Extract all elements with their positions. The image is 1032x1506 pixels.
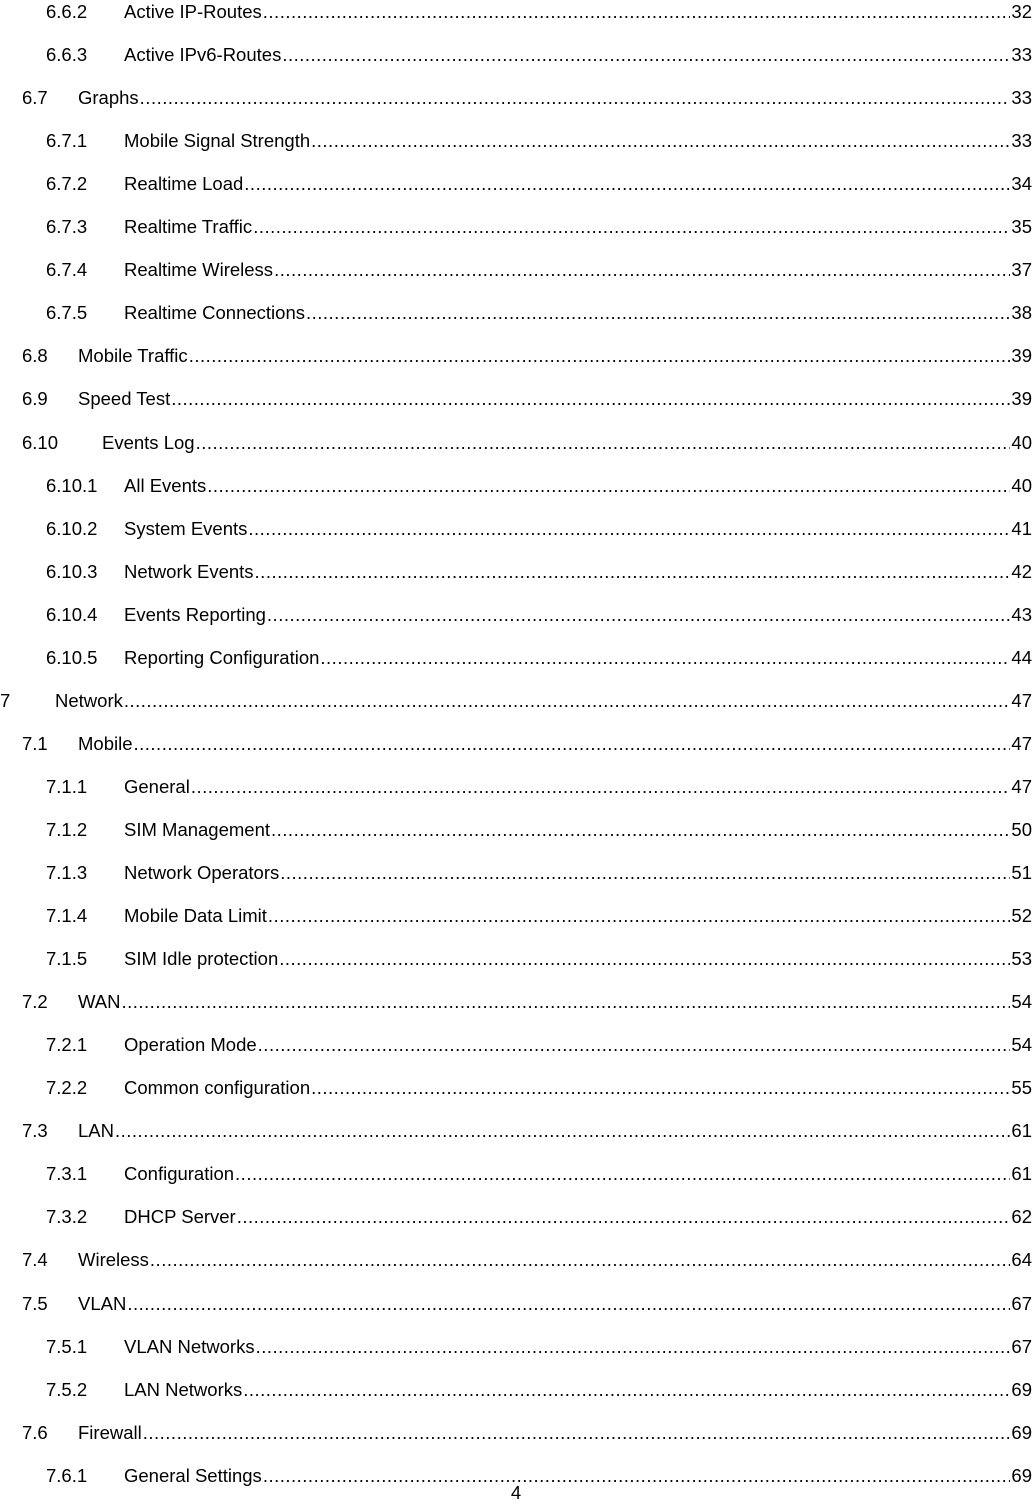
toc-entry-number: 7 — [0, 689, 11, 711]
toc-entry-page: 39 — [1011, 388, 1032, 410]
toc-entry-page: 32 — [1011, 1, 1032, 22]
toc-entry-number: 6.10.4 — [46, 603, 98, 625]
toc-entry-number: 6.10 — [22, 431, 59, 453]
toc-entry[interactable] — [46, 301, 1032, 325]
toc-entry-title: Active IP-Routes — [124, 1, 262, 22]
toc-entry-title: Configuration — [124, 1163, 235, 1185]
toc-entry-page: 54 — [1011, 991, 1032, 1013]
toc-entry[interactable] — [22, 86, 1032, 110]
toc-dot-leader — [274, 258, 1010, 282]
toc-entry-number: 7.4 — [22, 1249, 48, 1271]
toc-entry-title: Realtime Load — [124, 173, 244, 195]
toc-entry-number: 7.3.1 — [46, 1163, 88, 1185]
toc-entry-title: General Settings — [124, 1464, 262, 1486]
toc-entry-title: LAN Networks — [124, 1378, 243, 1400]
toc-entry-page: 55 — [1011, 1077, 1032, 1099]
toc-entry[interactable] — [46, 474, 1032, 498]
toc-entry[interactable] — [46, 603, 1032, 627]
toc-entry-title: Active IPv6-Routes — [124, 44, 282, 66]
toc-entry-page: 61 — [1011, 1163, 1032, 1185]
toc-entry-number: 7.5.2 — [46, 1378, 88, 1400]
toc-entry-number: 7.1.1 — [46, 775, 88, 797]
toc-dot-leader — [280, 861, 1010, 885]
toc-entry-number: 6.7.3 — [46, 216, 88, 238]
toc-entry[interactable] — [46, 861, 1032, 885]
toc-entry[interactable] — [46, 560, 1032, 584]
toc-dot-leader — [115, 1119, 1010, 1143]
toc-entry-number: 6.7.2 — [46, 173, 88, 195]
toc-entry[interactable] — [46, 258, 1032, 282]
toc-entry-page: 64 — [1011, 1249, 1032, 1271]
toc-entry-number: 6.10.1 — [46, 474, 98, 496]
toc-entry-number: 7.6.1 — [46, 1464, 88, 1486]
toc-dot-leader — [268, 904, 1011, 928]
toc-entry-title: Mobile Signal Strength — [124, 130, 311, 152]
toc-entry-title: Events Log — [102, 431, 195, 453]
toc-entry-page: 43 — [1011, 603, 1032, 625]
toc-entry-page: 69 — [1011, 1378, 1032, 1400]
toc-entry-page: 67 — [1011, 1335, 1032, 1357]
toc-entry-page: 38 — [1011, 302, 1032, 324]
toc-entry-number: 6.8 — [22, 345, 48, 367]
toc-entry-number: 7.6 — [22, 1421, 48, 1443]
toc-entry-page: 62 — [1011, 1206, 1032, 1228]
toc-entry-number: 6.6.3 — [46, 44, 88, 66]
toc-dot-leader — [253, 215, 1010, 239]
toc-entry[interactable] — [22, 431, 1032, 455]
toc-entry-page: 69 — [1011, 1421, 1032, 1443]
toc-entry-page: 35 — [1011, 216, 1032, 238]
toc-dot-leader — [140, 86, 1011, 110]
toc-entry-title: Network — [55, 689, 123, 711]
toc-entry-title: All Events — [124, 474, 207, 496]
toc-entry-page: 47 — [1011, 732, 1032, 754]
page-number: 4 — [510, 1482, 522, 1503]
toc-entry-number: 6.10.3 — [46, 560, 98, 582]
toc-entry[interactable] — [46, 43, 1032, 67]
toc-dot-leader — [282, 43, 1010, 67]
toc-entry-page: 37 — [1011, 259, 1032, 281]
toc-entry-page: 41 — [1011, 517, 1032, 539]
toc-entry-title: VLAN Networks — [124, 1335, 255, 1357]
toc-entry-title: Realtime Traffic — [124, 216, 253, 238]
toc-entry-page: 33 — [1011, 87, 1032, 109]
toc-entry-page: 47 — [1011, 775, 1032, 797]
toc-entry-title: General — [124, 775, 190, 797]
toc-dot-leader — [263, 0, 1011, 24]
toc-dot-leader — [279, 947, 1010, 971]
toc-dot-leader — [235, 1162, 1010, 1186]
toc-entry-number: 6.7.5 — [46, 302, 88, 324]
toc-entry[interactable] — [46, 904, 1032, 928]
toc-dot-leader — [143, 1421, 1011, 1445]
toc-entry-number: 7.1.5 — [46, 948, 88, 970]
toc-entry-title: LAN — [78, 1120, 114, 1142]
toc-dot-leader — [267, 603, 1011, 627]
toc-entry-title: Events Reporting — [124, 603, 266, 625]
toc-dot-leader — [150, 1248, 1011, 1272]
toc-entry-title: Mobile Data Limit — [124, 905, 267, 927]
toc-dot-leader — [271, 818, 1010, 842]
toc-dot-leader — [124, 689, 1011, 713]
toc-entry-page: 51 — [1011, 862, 1032, 883]
toc-entry-number: 6.7.1 — [46, 130, 88, 152]
toc-entry-page: 67 — [1011, 1292, 1032, 1314]
toc-entry-page: 40 — [1011, 474, 1032, 496]
toc-entry-title: Firewall — [78, 1421, 142, 1443]
toc-entry-number: 6.6.2 — [46, 1, 88, 22]
toc-dot-leader — [171, 387, 1010, 411]
toc-dot-leader — [121, 990, 1010, 1014]
toc-entry[interactable] — [46, 215, 1032, 239]
toc-entry[interactable] — [46, 1162, 1032, 1186]
toc-entry-page: 54 — [1011, 1034, 1032, 1056]
toc-entry-number: 7.2.2 — [46, 1077, 88, 1099]
toc-entry-number: 7.2.1 — [46, 1034, 88, 1056]
toc-entry-title: Reporting Configuration — [124, 646, 320, 668]
toc-dot-leader — [196, 431, 1011, 455]
toc-entry[interactable] — [46, 1378, 1032, 1402]
toc-entry[interactable] — [22, 1421, 1032, 1445]
toc-entry[interactable] — [22, 990, 1032, 1014]
toc-entry-title: SIM Management — [124, 818, 271, 840]
toc-dot-leader — [320, 646, 1010, 670]
toc-entry-title: Wireless — [78, 1249, 149, 1271]
toc-entry-title: System Events — [124, 517, 248, 539]
toc-entry-number: 7.1.3 — [46, 862, 88, 883]
toc-dot-leader — [189, 344, 1011, 368]
toc-dot-leader — [248, 517, 1010, 541]
toc-dot-leader — [244, 172, 1010, 196]
toc-entry-page: 33 — [1011, 130, 1032, 152]
toc-entry-page: 39 — [1011, 345, 1032, 367]
toc-entry[interactable] — [22, 344, 1032, 368]
toc-entry[interactable] — [46, 1076, 1032, 1100]
toc-entry[interactable] — [22, 732, 1032, 756]
toc-dot-leader — [258, 1033, 1011, 1057]
toc-entry[interactable] — [46, 1335, 1032, 1359]
toc-entry[interactable] — [46, 129, 1032, 153]
toc-entry-title: Speed Test — [78, 388, 171, 410]
toc-entry-number: 6.7.4 — [46, 259, 88, 281]
toc-dot-leader — [311, 129, 1010, 153]
toc-entry-number: 7.3.2 — [46, 1206, 88, 1228]
toc-entry-title: Operation Mode — [124, 1034, 257, 1056]
toc-entry-title: VLAN — [78, 1292, 127, 1314]
toc-entry-number: 6.10.5 — [46, 646, 98, 668]
toc-entry-page: 40 — [1011, 431, 1032, 453]
toc-entry[interactable] — [22, 1292, 1032, 1316]
toc-entry-number: 7.2 — [22, 991, 48, 1013]
toc-dot-leader — [127, 1292, 1010, 1316]
toc-entry-number: 7.1.2 — [46, 818, 88, 840]
toc-entry[interactable] — [46, 0, 1032, 24]
toc-entry-title: WAN — [78, 991, 121, 1013]
toc-entry[interactable] — [46, 818, 1032, 842]
toc-entry-number: 7.1 — [22, 732, 48, 754]
toc-dot-leader — [207, 474, 1010, 498]
toc-dot-leader — [243, 1378, 1010, 1402]
toc-entry-title: Graphs — [78, 87, 139, 109]
toc-entry-page: 52 — [1011, 905, 1032, 927]
toc-entry-title: Mobile Traffic — [78, 345, 188, 367]
toc-dot-leader — [306, 301, 1010, 325]
toc-entry-number: 7.5 — [22, 1292, 48, 1314]
toc-entry[interactable] — [0, 689, 1032, 713]
toc-entry-page: 47 — [1011, 689, 1032, 711]
toc-entry-page: 34 — [1011, 173, 1032, 195]
toc-entry[interactable] — [22, 387, 1032, 411]
toc-entry-page: 33 — [1011, 44, 1032, 66]
toc-entry[interactable] — [22, 1119, 1032, 1143]
toc-entry-title: Network Events — [124, 560, 254, 582]
toc-entry[interactable] — [46, 947, 1032, 971]
toc-entry-title: Common configuration — [124, 1077, 311, 1099]
toc-entry-title: Realtime Wireless — [124, 259, 274, 281]
toc-entry-title: SIM Idle protection — [124, 948, 279, 970]
toc-entry-title: Network Operators — [124, 862, 280, 883]
toc-entry-page: 69 — [1011, 1464, 1032, 1486]
toc-dot-leader — [191, 775, 1011, 799]
toc-entry-page: 44 — [1011, 646, 1032, 668]
toc-dot-leader — [256, 1335, 1011, 1359]
toc-entry[interactable] — [46, 646, 1032, 670]
toc-entry-page: 53 — [1011, 948, 1032, 970]
toc-entry[interactable] — [22, 1248, 1032, 1272]
toc-entry[interactable] — [46, 775, 1032, 799]
toc-entry-title: Mobile — [78, 732, 133, 754]
toc-entry-number: 6.7 — [22, 87, 48, 109]
toc-entry[interactable] — [46, 517, 1032, 541]
toc-entry-page: 50 — [1011, 818, 1032, 840]
toc-dot-leader — [237, 1205, 1011, 1229]
toc-entry-number: 6.10.2 — [46, 517, 98, 539]
toc-entry-number: 7.3 — [22, 1120, 48, 1142]
toc-entry-title: Realtime Connections — [124, 302, 305, 324]
toc-entry-number: 7.5.1 — [46, 1335, 88, 1357]
toc-dot-leader — [134, 732, 1011, 756]
toc-dot-leader — [255, 560, 1011, 584]
toc-entry[interactable] — [46, 1205, 1032, 1229]
toc-entry[interactable] — [46, 172, 1032, 196]
toc-entry-number: 6.9 — [22, 388, 48, 410]
toc-dot-leader — [311, 1076, 1010, 1100]
toc-entry-page: 61 — [1011, 1120, 1032, 1142]
toc-entry-page: 42 — [1011, 560, 1032, 582]
toc-entry[interactable] — [46, 1033, 1032, 1057]
toc-entry-title: DHCP Server — [124, 1206, 236, 1228]
toc-entry-number: 7.1.4 — [46, 905, 88, 927]
